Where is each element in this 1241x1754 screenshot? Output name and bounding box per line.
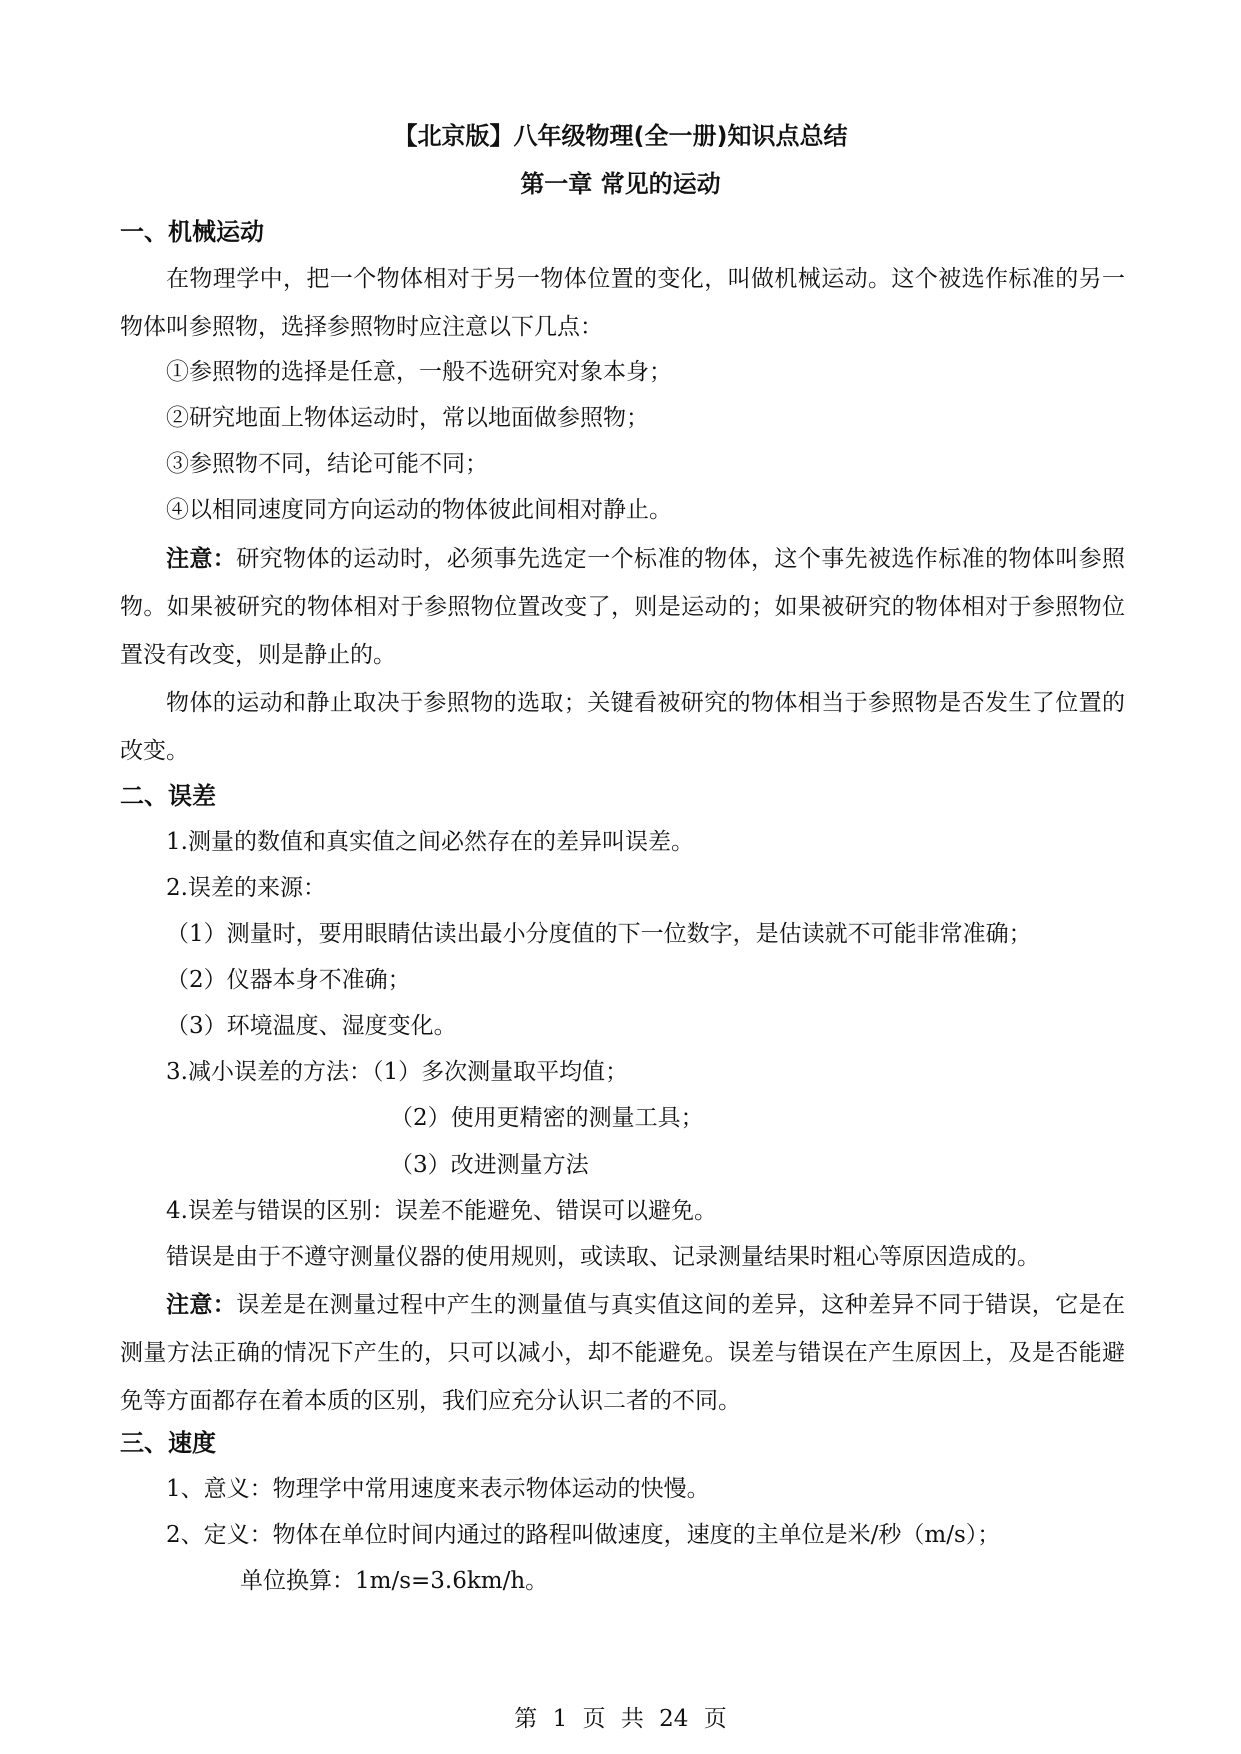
section-heading-mechanical-motion: 一、机械运动 — [120, 218, 264, 246]
text-line: 2.误差的来源： — [166, 875, 326, 901]
text-line: 2、定义：物体在单位时间内通过的路程叫做速度，速度的主单位是米/秒（m/s）； — [166, 1522, 1001, 1548]
note-paragraph — [120, 535, 1125, 679]
text-line: （3）改进测量方法 — [390, 1152, 589, 1178]
text-line: 4.误差与错误的区别：误差不能避免、错误可以避免。 — [166, 1198, 717, 1224]
note-text: 误差是在测量过程中产生的测量值与真实值这间的差异，这种差异不同于错误，它是在测量方法正确的情况下产生的，只可以减小，却不能避免。误差与错误在产生原因上，及是否能避免等方面都存在着本质的区别，我们应充分认识二者的不同。 — [120, 1292, 1126, 1414]
text-line: （2）使用更精密的测量工具； — [390, 1105, 704, 1131]
text-line: （3）环境温度、湿度变化。 — [166, 1013, 457, 1039]
text-line: 错误是由于不遵守测量仪器的使用规则，或读取、记录测量结果时粗心等原因造成的。 — [166, 1244, 1040, 1270]
page-footer: 第 1 页 共 24 页 — [514, 1706, 727, 1732]
text-line: 单位换算：1m/s=3.6km/h。 — [240, 1568, 549, 1594]
text-line: 1、意义：物理学中常用速度来表示物体运动的快慢。 — [166, 1476, 710, 1502]
chapter-title: 第一章 常见的运动 — [520, 170, 721, 198]
note-label: 注意： — [166, 1292, 237, 1318]
text-line: （1）测量时，要用眼睛估读出最小分度值的下一位数字，是估读就不可能非常准确； — [166, 921, 1032, 947]
text-line: 3.减小误差的方法：（1）多次测量取平均值； — [166, 1059, 629, 1085]
document-title: 【北京版】八年级物理(全一册)知识点总结 — [393, 122, 848, 150]
list-item: ④以相同速度同方向运动的物体彼此间相对静止。 — [166, 497, 672, 523]
section-heading-speed: 三、速度 — [120, 1429, 216, 1457]
text-line: 1.测量的数值和真实值之间必然存在的差异叫误差。 — [166, 829, 694, 855]
paragraph-intro: 在物理学中，把一个物体相对于另一物体位置的变化，叫做机械运动。这个被选作标准的另一物体叫参照物，选择参照物时应注意以下几点： — [120, 266, 1125, 340]
paragraph: 物体的运动和静止取决于参照物的选取；关键看被研究的物体相当于参照物是否发生了位置的改变。 — [120, 690, 1125, 764]
text-line: （2）仪器本身不准确； — [166, 967, 411, 993]
note-label: 注意： — [166, 546, 237, 572]
list-item: ③参照物不同，结论可能不同； — [166, 451, 488, 477]
list-item: ①参照物的选择是任意，一般不选研究对象本身； — [166, 359, 672, 385]
section-heading-error: 二、误差 — [120, 782, 216, 810]
note-text: 研究物体的运动时，必须事先选定一个标准的物体，这个事先被选作标准的物体叫参照物。如果被研究的物体相对于参照物位置改变了，则是运动的；如果被研究的物体相对于参照物位置没有改变，则是静止的。 — [120, 546, 1126, 668]
list-item: ②研究地面上物体运动时，常以地面做参照物； — [166, 405, 649, 431]
note-paragraph — [120, 1281, 1125, 1425]
